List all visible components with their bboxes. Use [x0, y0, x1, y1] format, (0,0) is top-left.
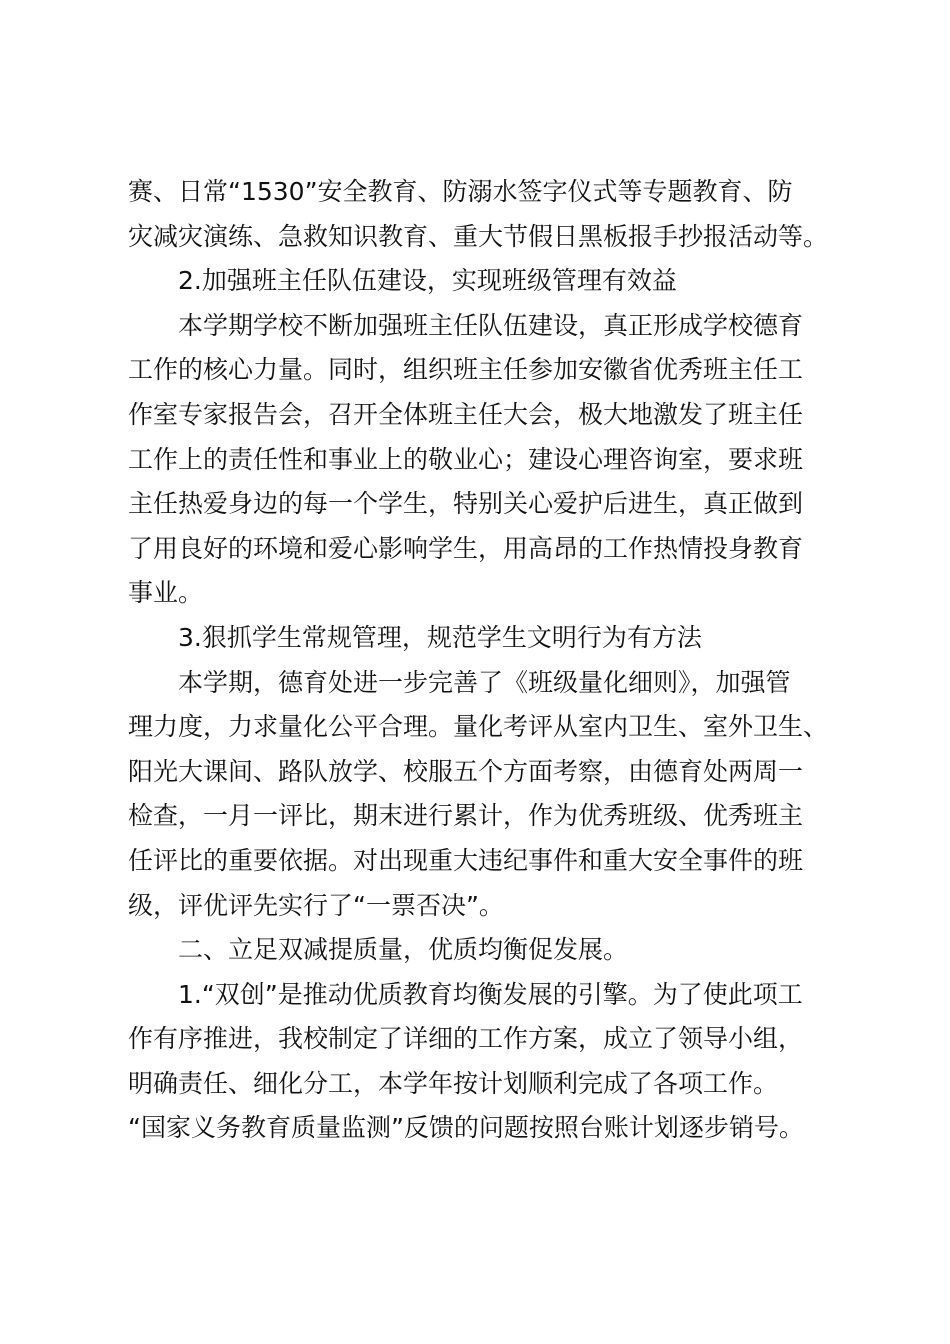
text-line: 作有序推进，我校制定了详细的工作方案，成立了领导小组，: [128, 1024, 804, 1054]
text-line: 作室专家报告会，召开全体班主任大会，极大地激发了班主任: [128, 399, 804, 429]
text-line: 灾减灾演练、急救知识教育、重大节假日黑板报手抄报活动等。: [128, 221, 829, 251]
text-line: 理力度，力求量化公平合理。量化考评从室内卫生、室外卫生、: [128, 712, 829, 742]
text-line: 主任热爱身边的每一个学生，特别关心爱护后进生，真正做到: [128, 489, 804, 519]
section-heading: 3.狠抓学生常规管理，规范学生文明行为有方法: [178, 622, 702, 652]
text-line: “国家义务教育质量监测”反馈的问题按照台账计划逐步销号。: [128, 1113, 804, 1143]
text-line: 任评比的重要依据。对出现重大违纪事件和重大安全事件的班: [128, 845, 804, 875]
text-line: 本学期，德育处进一步完善了《班级量化细则》，加强管: [178, 667, 791, 697]
section-heading: 2.加强班主任队伍建设，实现班级管理有效益: [178, 266, 677, 296]
text-line: 明确责任、细化分工，本学年按计划顺利完成了各项工作。: [128, 1068, 779, 1098]
text-line: 本学期学校不断加强班主任队伍建设，真正形成学校德育: [178, 310, 804, 340]
text-line: 工作的核心力量。同时，组织班主任参加安徽省优秀班主任工: [128, 355, 804, 385]
text-line: 赛、日常“1530”安全教育、防溺水签字仪式等专题教育、防: [128, 177, 793, 206]
text-line: 检查，一月一评比，期末进行累计，作为优秀班级、优秀班主: [128, 801, 804, 831]
text-line: 工作上的责任性和事业上的敬业心；建设心理咨询室，要求班: [128, 444, 804, 474]
text-line: 1.“双创”是推动优质教育均衡发展的引擎。为了使此项工: [178, 979, 803, 1009]
text-line: 事业。: [128, 578, 204, 608]
body-text: [128, 170, 838, 1151]
text-line: 了用良好的环境和爱心影响学生，用高昂的工作热情投身教育: [128, 533, 804, 563]
text-line: 级，评优评先实行了“一票否决”。: [128, 890, 504, 920]
section-heading: 二、立足双减提质量，优质均衡促发展。: [178, 935, 629, 965]
text-line: 阳光大课间、路队放学、校服五个方面考察，由德育处两周一: [128, 756, 804, 786]
